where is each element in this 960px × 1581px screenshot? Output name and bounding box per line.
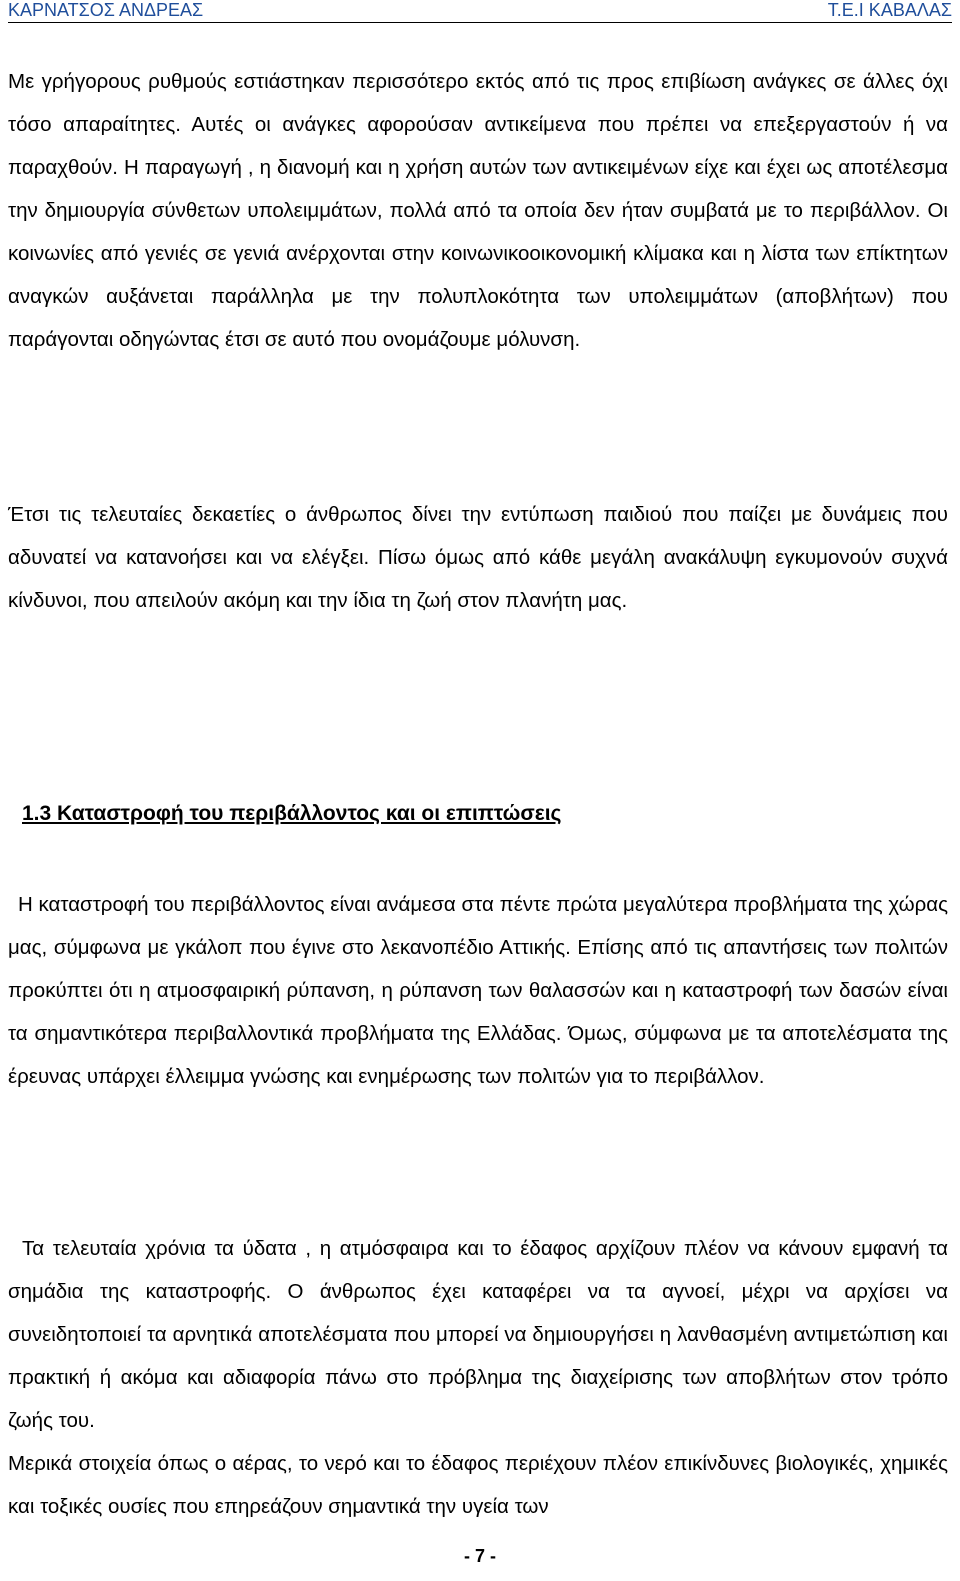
page-number: - 7 - (463, 1546, 496, 1566)
paragraph-1: Με γρήγορους ρυθμούς εστιάστηκαν περισσότερο εκτός από τις προς επιβίωση ανάγκες σε άλλες όχι τόσο απαραίτητες. Αυτές οι ανάγκες αφορούσαν αντικείμενα που πρέπει να επεξεργαστούν ή να παραχθούν. Η παραγωγή , η διανομή και η χρήση αυτών των αντικειμένων είχε και έχει ως αποτέλεσμα την δημιουργία σύνθετων υπολειμμάτων, πολλά από τα οποία δεν ήταν συμβατά με το περιβάλλον. Οι κοινωνίες από γενιές σε γενιά ανέρχονται στην κοινωνικοοικονομική κλίμακα και η λίστα των επίκτητων αναγκών αυξάνεται παράλληλα με την πολυπλοκότητα των υπολειμμάτων (αποβλήτων) που παράγονται οδηγώντας έτσι σε αυτό που ονομάζουμε μόλυνση. (8, 70, 948, 351)
header-author: ΚΑΡΝΑΤΣΟΣ ΑΝΔΡΕΑΣ (8, 0, 204, 20)
header-institution: Τ.Ε.Ι ΚΑΒΑΛΑΣ (827, 0, 952, 20)
section-heading: 1.3 Καταστροφή του περιβάλλοντος και οι επιπτώσεις (22, 802, 562, 825)
paragraph-2: Έτσι τις τελευταίες δεκαετίες ο άνθρωπος δίνει την εντύπωση παιδιού που παίζει με δυνάμεις που αδυνατεί να κατανοήσει και να ελέγξει. Πίσω όμως από κάθε μεγάλη ανακάλυψη εγκυμονούν συχνά κίνδυνοι, που απειλούν ακόμη και την ίδια τη ζωή στον πλανήτη μας. (8, 503, 948, 612)
paragraph-4: Τα τελευταία χρόνια τα ύδατα , η ατμόσφαιρα και το έδαφος αρχίζουν πλέον να κάνουν εμφανή τα σημάδια της καταστροφής. Ο άνθρωπος έχει καταφέρει να τα αγνοεί, μέχρι να αρχίσει να συνειδητοποιεί τα αρνητικά αποτελέσματα που μπορεί να δημιουργήσει η λανθασμένη αντιμετώπιση και πρακτική ή ακόμα και αδιαφορία πάνω στο πρόβλημα της διαχείρισης των αποβλήτων στον τρόπο ζωής του. (8, 1237, 948, 1432)
paragraph-3: Η καταστροφή του περιβάλλοντος είναι ανάμεσα στα πέντε πρώτα μεγαλύτερα προβλήματα της χώρας μας, σύμφωνα με γκάλοπ που έγινε στο λεκανοπέδιο Αττικής. Επίσης από τις απαντήσεις των πολιτών προκύπτει ότι η ατμοσφαιρική ρύπανση, η ρύπανση των θαλασσών και η καταστροφή των δασών είναι τα σημαντικότερα περιβαλλοντικά προβλήματα της Ελλάδας. Όμως, σύμφωνα με τα αποτελέσματα της έρευνας υπάρχει έλλειμμα γνώσης και ενημέρωσης των πολιτών για το περιβάλλον. (8, 893, 948, 1088)
page-header (8, 0, 952, 23)
paragraph-5: Μερικά στοιχεία όπως ο αέρας, το νερό και το έδαφος περιέχουν πλέον επικίνδυνες βιολογικές, χημικές και τοξικές ουσίες που επηρεάζουν σημαντικά την υγεία των (8, 1452, 948, 1518)
